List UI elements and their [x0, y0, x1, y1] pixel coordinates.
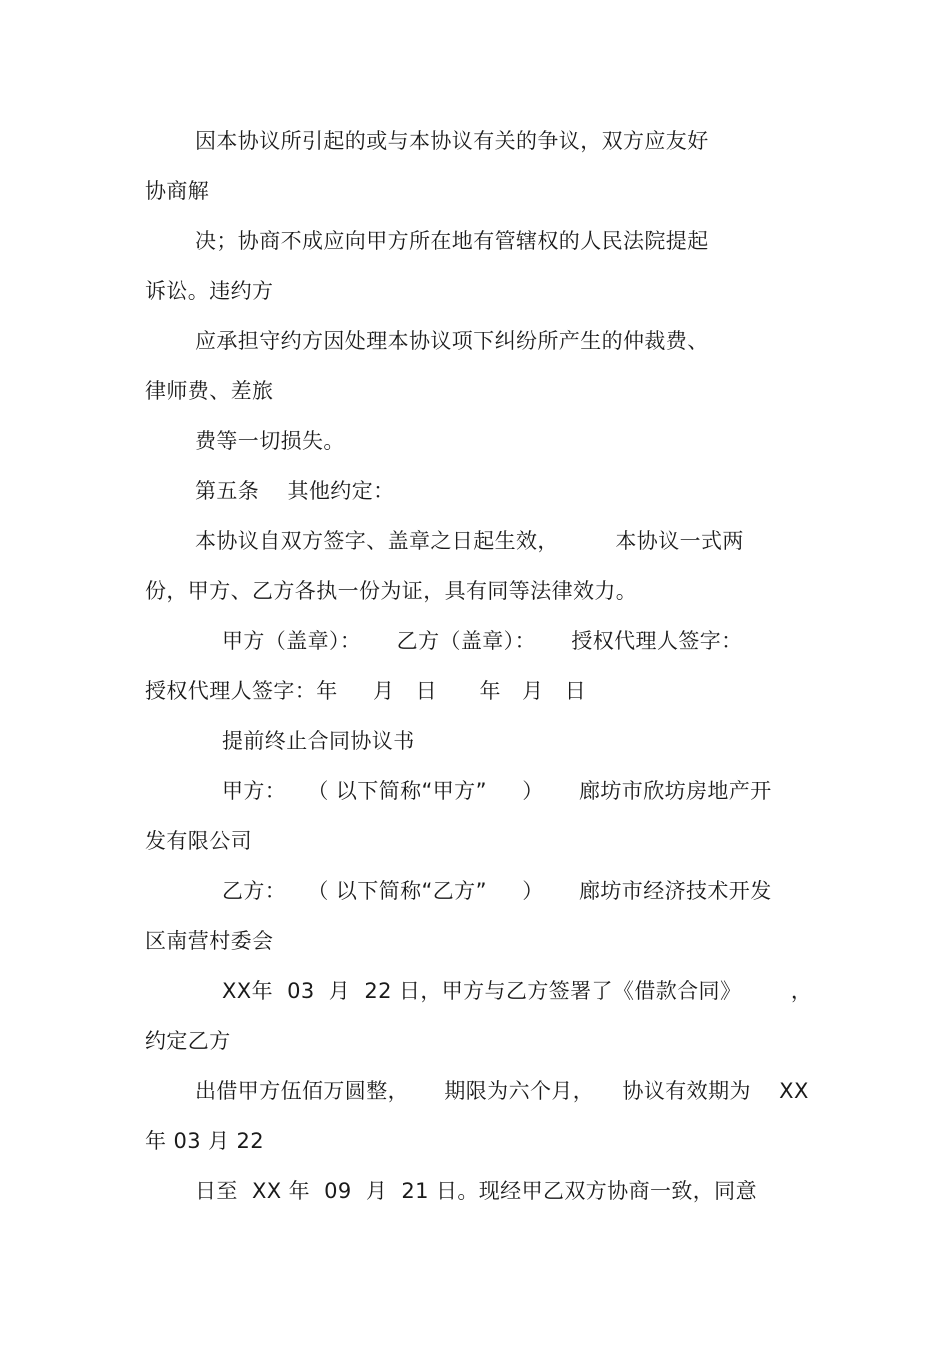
text-line: 日至 XX 年 09 月 21 日。现经甲乙双方协商一致，同意	[195, 1179, 757, 1203]
section-heading: 第五条 其他约定：	[195, 479, 395, 503]
text-line: 诉讼。违约方	[145, 279, 274, 303]
text-line: 因本协议所引起的或与本协议有关的争议，双方应友好	[195, 129, 709, 153]
party-b-line: 乙方： （ 以下简称“乙方” ） 廊坊市经济技术开发	[222, 879, 772, 903]
signature-line: 甲方（盖章）： 乙方（盖章）： 授权代理人签字：	[222, 629, 743, 653]
document-title: 提前终止合同协议书	[222, 729, 415, 753]
text-line: 本协议自双方签字、盖章之日起生效， 本协议一式两	[195, 529, 744, 553]
text-line: 出借甲方伍佰万圆整， 期限为六个月， 协议有效期为 XX	[195, 1079, 809, 1103]
text-line: XX年 03 月 22 日，甲方与乙方签署了《借款合同》 ，	[222, 979, 813, 1003]
text-line: 年 03 月 22	[145, 1129, 265, 1153]
text-line: 区南营村委会	[145, 929, 274, 953]
text-line: 决；协商不成应向甲方所在地有管辖权的人民法院提起	[195, 229, 709, 253]
signature-date-line: 授权代理人签字：年 月 日 年 月 日	[145, 679, 587, 703]
text-line: 费等一切损失。	[195, 429, 345, 453]
text-line: 协商解	[145, 179, 210, 203]
text-line: 发有限公司	[145, 829, 252, 853]
text-line: 份，甲方、乙方各执一份为证，具有同等法律效力。	[145, 579, 638, 603]
text-line: 律师费、差旅	[145, 379, 274, 403]
text-line: 约定乙方	[145, 1029, 231, 1053]
party-a-line: 甲方： （ 以下简称“甲方” ） 廊坊市欣坊房地产开	[222, 779, 772, 803]
text-line: 应承担守约方因处理本协议项下纠纷所产生的仲裁费、	[195, 329, 709, 353]
